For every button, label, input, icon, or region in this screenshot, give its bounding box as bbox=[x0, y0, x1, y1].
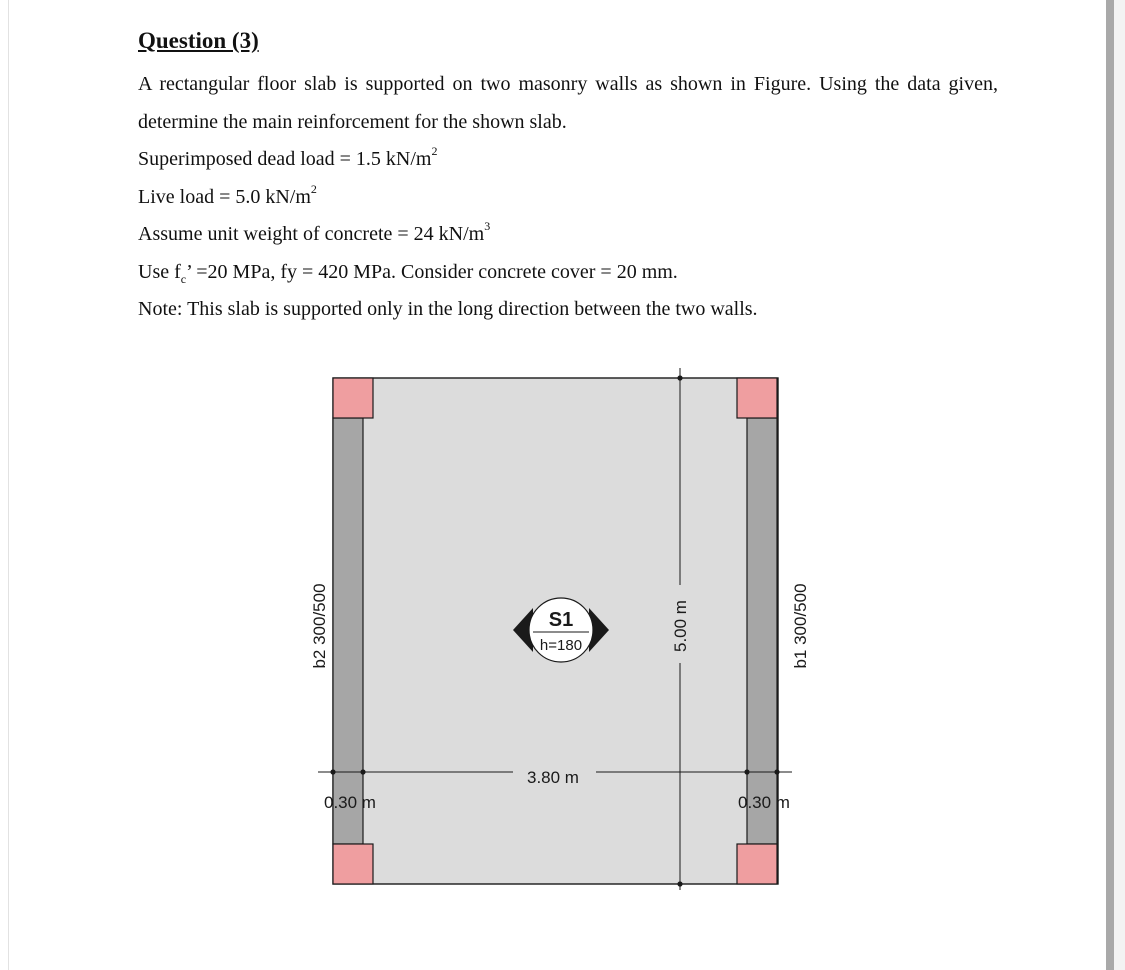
note-line: Note: This slab is supported only in the long direction between the two walls. bbox=[138, 298, 758, 320]
column-bottom-right bbox=[737, 844, 777, 884]
long-span-label: 5.00 m bbox=[671, 600, 690, 652]
unit-weight-exponent: 3 bbox=[484, 219, 491, 234]
right-wall-width-label: 0.30 m bbox=[738, 793, 790, 812]
dead-load-exponent: 2 bbox=[431, 144, 438, 159]
question-intro: A rectangular floor slab is supported on two masonry walls as shown in Figure. Using the data given, determine the main reinforcement for the shown slab. bbox=[138, 73, 998, 133]
column-bottom-left bbox=[333, 844, 373, 884]
column-top-right bbox=[737, 378, 777, 418]
right-beam-label: b1 300/500 bbox=[791, 583, 810, 669]
column-top-left bbox=[333, 378, 373, 418]
live-load-exponent: 2 bbox=[310, 181, 317, 196]
short-span-label: 3.80 m bbox=[527, 768, 579, 787]
left-wall bbox=[333, 418, 363, 844]
dead-load-text: Superimposed dead load = 1.5 kN/m bbox=[138, 148, 432, 170]
question-title: Question (3) bbox=[138, 28, 259, 53]
left-beam-label: b2 300/500 bbox=[310, 583, 329, 669]
right-wall bbox=[747, 418, 777, 844]
slab-name: S1 bbox=[548, 609, 574, 631]
live-load-text: Live load = 5.0 kN/m bbox=[138, 185, 311, 208]
left-wall-width-label: 0.30 m bbox=[324, 793, 376, 812]
materials-sub: c bbox=[180, 271, 187, 286]
slab-thickness: h=180 bbox=[539, 637, 583, 654]
unit-weight-text: Assume unit weight of concrete = 24 kN/m bbox=[138, 223, 485, 245]
materials-post: ’ =20 MPa, fy = 420 MPa. Consider concrete cover = 20 mm. bbox=[186, 260, 678, 283]
materials-pre: Use f bbox=[138, 260, 181, 283]
